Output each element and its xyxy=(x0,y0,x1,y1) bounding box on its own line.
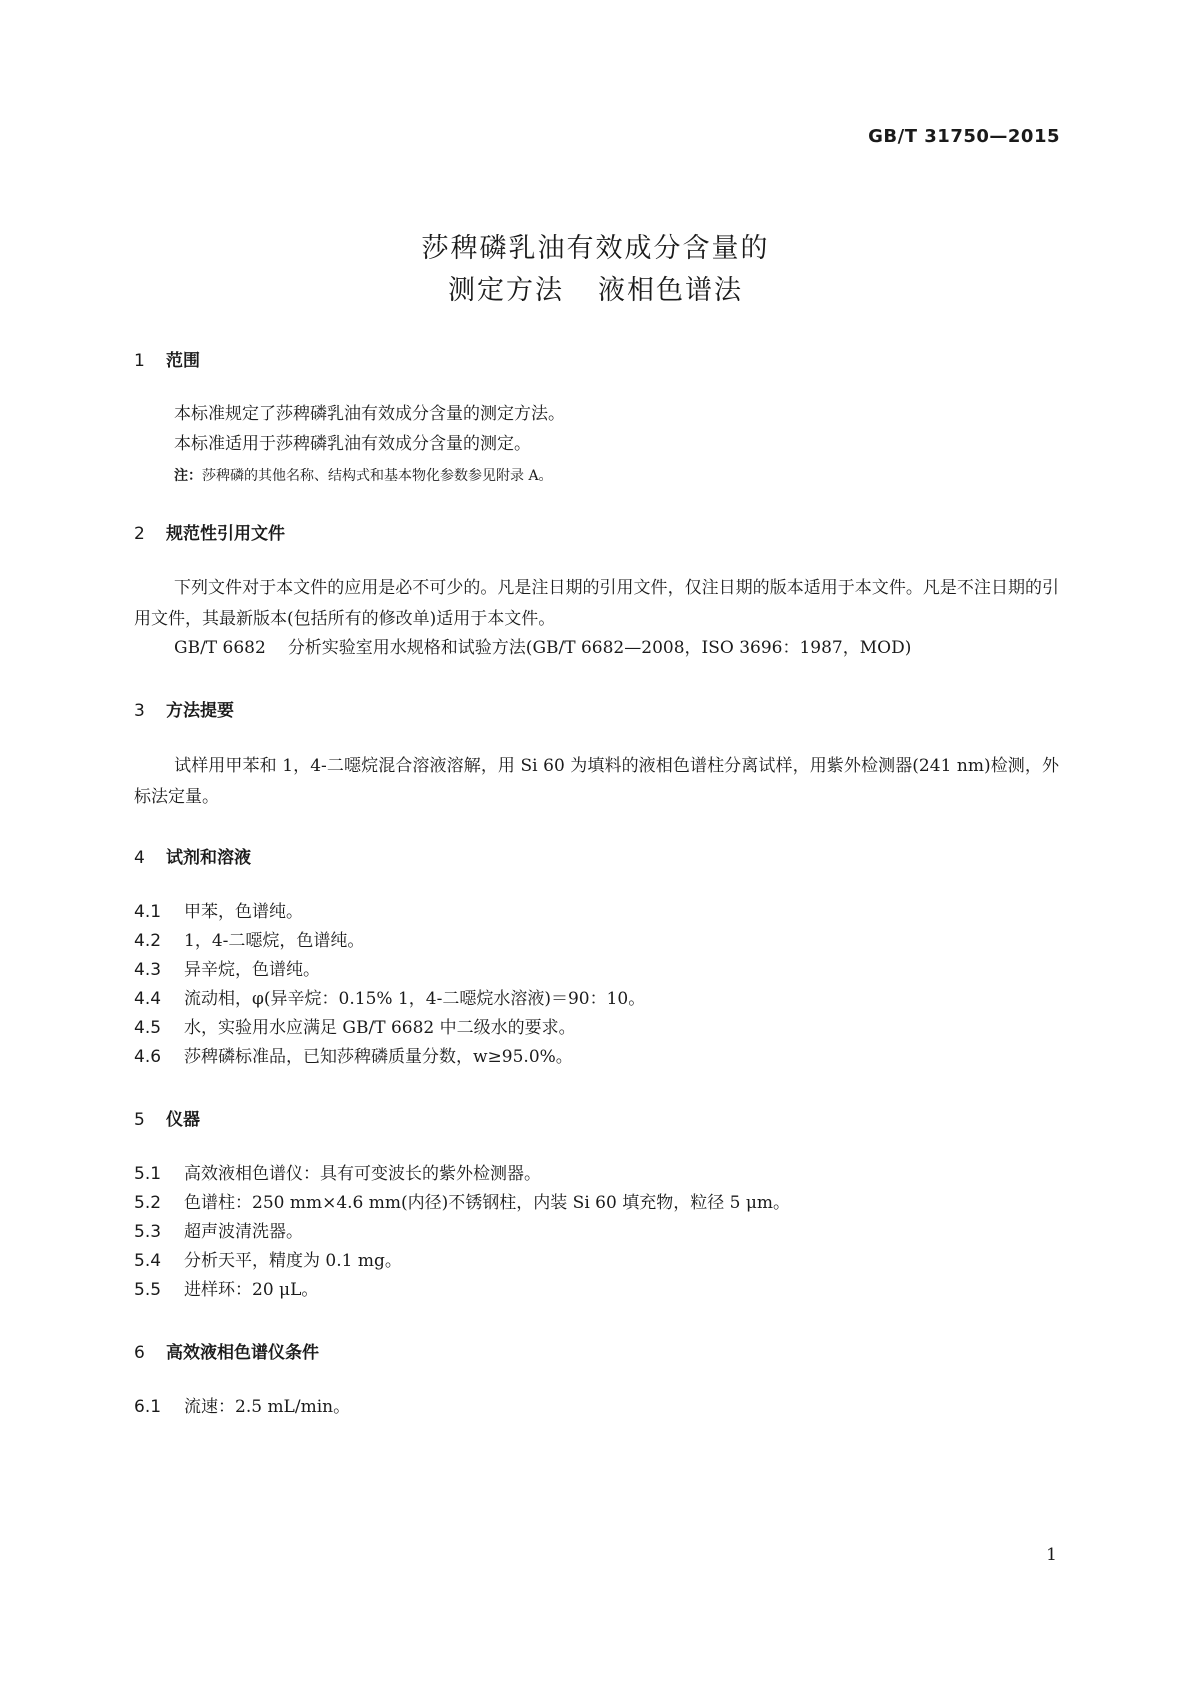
standard-code: GB/T 31750—2015 xyxy=(868,126,1060,147)
section-3-paragraph-1 xyxy=(134,751,1059,813)
item-number: 6.1 xyxy=(134,1397,162,1417)
item-number: 4.5 xyxy=(134,1018,162,1038)
item-text: 超声波清洗器。 xyxy=(184,1222,303,1242)
section-6-heading xyxy=(134,1338,319,1363)
page-number: 1 xyxy=(1046,1545,1057,1565)
normative-reference xyxy=(134,633,1059,664)
item-text: 甲苯，色谱纯。 xyxy=(184,902,303,922)
section-1-paragraph-1 xyxy=(134,399,1059,430)
item-number: 5.4 xyxy=(134,1251,162,1271)
item-text: 分析天平，精度为 0.1 mg。 xyxy=(184,1251,402,1271)
section-title: 试剂和溶液 xyxy=(166,848,251,868)
item-number: 4.1 xyxy=(134,902,162,922)
title-line-2b: 液相色谱法 xyxy=(598,275,743,306)
item-number: 4.2 xyxy=(134,931,162,951)
section-title: 规范性引用文件 xyxy=(166,524,285,544)
note-label: 注： xyxy=(174,468,202,484)
item-number: 4.6 xyxy=(134,1047,162,1067)
item-text: 流速：2.5 mL/min。 xyxy=(184,1397,351,1417)
item-text: 高效液相色谱仪：具有可变波长的紫外检测器。 xyxy=(184,1164,541,1184)
item-text: 异辛烷，色谱纯。 xyxy=(184,960,320,980)
item-text: 进样环：20 μL。 xyxy=(184,1280,319,1300)
item-number: 5.1 xyxy=(134,1164,162,1184)
list-item xyxy=(134,1246,402,1271)
item-text: 流动相，φ(异辛烷：0.15% 1，4-二噁烷水溶液)＝90：10。 xyxy=(184,989,646,1009)
list-item xyxy=(134,1188,790,1213)
reference-title: 分析实验室用水规格和试验方法(GB/T 6682—2008，ISO 3696：1987，MOD) xyxy=(287,638,912,658)
section-1-note xyxy=(174,465,553,485)
item-number: 4.3 xyxy=(134,960,162,980)
section-2-heading xyxy=(134,519,285,544)
section-title: 高效液相色谱仪条件 xyxy=(166,1343,319,1363)
list-item xyxy=(134,1042,573,1067)
note-text: 莎稗磷的其他名称、结构式和基本物化参数参见附录 A。 xyxy=(202,468,553,484)
section-3-heading xyxy=(134,696,234,721)
paragraph-text: 下列文件对于本文件的应用是必不可少的。凡是注日期的引用文件，仅注日期的版本适用于本文件。凡是不注日期的引用文件，其最新版本(包括所有的修改单)适用于本文件。 xyxy=(134,578,1059,629)
item-text: 色谱柱：250 mm×4.6 mm(内径)不锈钢柱，内装 Si 60 填充物，粒径 5 μm。 xyxy=(184,1193,790,1213)
list-item xyxy=(134,1013,576,1038)
section-1-paragraph-2 xyxy=(134,429,1059,460)
section-number: 4 xyxy=(134,848,145,868)
paragraph-text: 本标准适用于莎稗磷乳油有效成分含量的测定。 xyxy=(174,434,531,454)
list-item xyxy=(134,984,645,1009)
title-line-1: 莎稗磷乳油有效成分含量的 xyxy=(421,233,770,264)
list-item xyxy=(134,926,364,951)
reference-code: GB/T 6682 xyxy=(174,638,266,658)
section-number: 6 xyxy=(134,1343,145,1363)
item-number: 5.2 xyxy=(134,1193,162,1213)
list-item xyxy=(134,1275,318,1300)
paragraph-text: 本标准规定了莎稗磷乳油有效成分含量的测定方法。 xyxy=(174,404,565,424)
title-line-2 xyxy=(0,270,1191,312)
section-title: 仪器 xyxy=(166,1110,200,1130)
item-number: 4.4 xyxy=(134,989,162,1009)
list-item xyxy=(134,897,303,922)
paragraph-text: 试样用甲苯和 1，4-二噁烷混合溶液溶解，用 Si 60 为填料的液相色谱柱分离试样，用紫外检测器(241 nm)检测，外标法定量。 xyxy=(134,756,1059,807)
item-text: 水，实验用水应满足 GB/T 6682 中二级水的要求。 xyxy=(184,1018,576,1038)
section-number: 2 xyxy=(134,524,145,544)
item-text: 1，4-二噁烷，色谱纯。 xyxy=(184,931,365,951)
item-text: 莎稗磷标准品，已知莎稗磷质量分数，w≥95.0%。 xyxy=(184,1047,573,1067)
list-item xyxy=(134,1159,541,1184)
document-title xyxy=(0,228,1191,312)
section-number: 3 xyxy=(134,701,145,721)
item-number: 5.3 xyxy=(134,1222,162,1242)
list-item xyxy=(134,955,320,980)
section-4-heading xyxy=(134,843,251,868)
section-number: 1 xyxy=(134,351,145,371)
section-title: 方法提要 xyxy=(166,701,234,721)
section-5-heading xyxy=(134,1105,200,1130)
title-line-2a: 测定方法 xyxy=(448,275,564,306)
list-item xyxy=(134,1217,303,1242)
section-1-heading xyxy=(134,346,200,371)
section-title: 范围 xyxy=(166,351,200,371)
item-number: 5.5 xyxy=(134,1280,162,1300)
section-number: 5 xyxy=(134,1110,145,1130)
section-2-paragraph-1 xyxy=(134,573,1059,635)
list-item xyxy=(134,1392,350,1417)
